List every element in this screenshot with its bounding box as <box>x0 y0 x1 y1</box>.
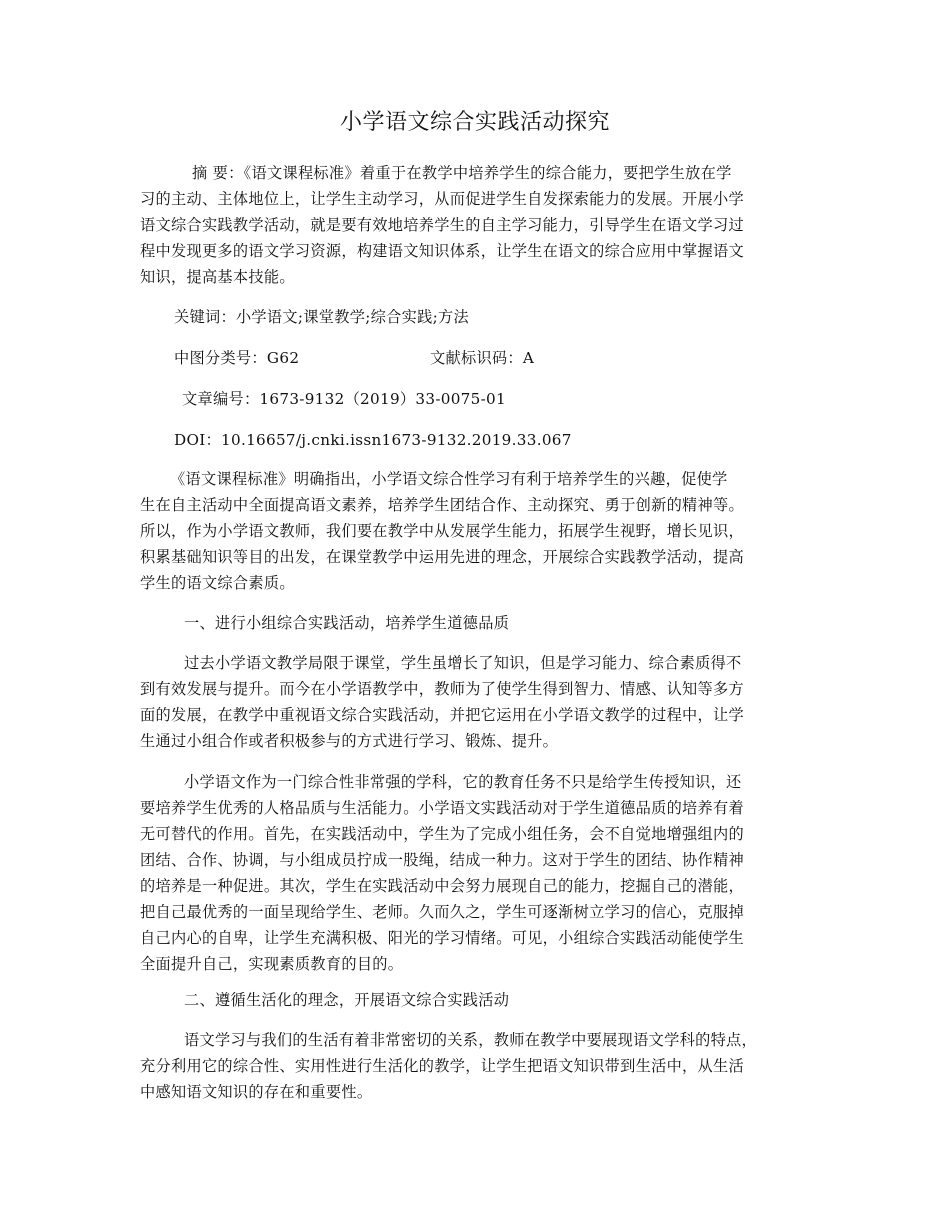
abstract-line: 知识，提高基本技能。 <box>140 268 295 286</box>
paragraph-line: 团结、合作、协调，与小组成员拧成一股绳，结成一种力。这对于学生的团结、协作精神 <box>140 851 745 869</box>
paragraph-line: 生在自主活动中全面提高语文素养，培养学生团结合作、主动探究、勇于创新的精神等。 <box>140 496 745 514</box>
paragraph-line: 学生的语文综合素质。 <box>140 574 295 592</box>
section-heading-2: 二、遵循生活化的理念，开展语文综合实践活动 <box>184 991 510 1009</box>
keywords-line: 关键词：小学语文;课堂教学;综合实践;方法 <box>174 308 470 326</box>
paragraph-line: 生通过小组合作或者积极参与的方式进行学习、锻炼、提升。 <box>140 732 559 750</box>
document-code: 文献标识码：A <box>430 349 535 367</box>
paragraph-line: 到有效发展与提升。而今在小学语教学中，教师为了使学生得到智力、情感、认知等多方 <box>140 680 745 698</box>
paragraph-line: 把自己最优秀的一面呈现给学生、老师。久而久之，学生可逐渐树立学习的信心，克服掉 <box>140 903 745 921</box>
paragraph-line: 小学语文作为一门综合性非常强的学科，它的教育任务不只是给学生传授知识，还 <box>184 773 742 791</box>
paragraph-line: 面的发展，在教学中重视语文综合实践活动，并把它运用在小学语文教学的过程中，让学 <box>140 706 745 724</box>
paragraph-line: 要培养学生优秀的人格品质与生活能力。小学语文实践活动对于学生道德品质的培养有着 <box>140 799 745 817</box>
section1-paragraph-1 <box>140 650 810 754</box>
paragraph-line: 充分利用它的综合性、实用性进行生活化的教学，让学生把语文知识带到生活中，从生活 <box>140 1057 745 1075</box>
paragraph-line: 无可替代的作用。首先，在实践活动中，学生为了完成小组任务，会不自觉地增强组内的 <box>140 825 745 843</box>
abstract-line: 程中发现更多的语文学习资源，构建语文知识体系，让学生在语文的综合应用中掌握语文 <box>140 242 745 260</box>
paragraph-line: 语文学习与我们的生活有着非常密切的关系，教师在教学中要展现语文学科的特点， <box>184 1031 758 1049</box>
paragraph-line: 《语文课程标准》明确指出，小学语文综合性学习有利于培养学生的兴趣，促使学 <box>170 470 728 488</box>
article-number: 文章编号：1673-9132（2019）33-0075-01 <box>182 390 506 408</box>
abstract-paragraph <box>140 160 810 290</box>
section1-paragraph-2 <box>140 769 810 977</box>
paragraph-line: 全面提升自己，实现素质教育的目的。 <box>140 955 404 973</box>
paragraph-line: 过去小学语文教学局限于课堂，学生虽增长了知识，但是学习能力、综合素质得不 <box>184 654 742 672</box>
paragraph-line: 积累基础知识等目的出发，在课堂教学中运用先进的理念，开展综合实践教学活动，提高 <box>140 548 745 566</box>
abstract-line: 语文综合实践教学活动，就是要有效地培养学生的自主学习能力，引导学生在语文学习过 <box>140 216 745 234</box>
abstract-line: 习的主动、主体地位上，让学生主动学习，从而促进学生自发探索能力的发展。开展小学 <box>140 190 745 208</box>
paragraph-line: 所以，作为小学语文教师，我们要在教学中从发展学生能力，拓展学生视野，增长见识， <box>140 522 745 540</box>
section2-paragraph-1 <box>140 1027 810 1105</box>
paragraph-line: 自己内心的自卑，让学生充满积极、阳光的学习情绪。可见，小组综合实践活动能使学生 <box>140 929 745 947</box>
page-title: 小学语文综合实践活动探究 <box>339 110 610 135</box>
classification-number: 中图分类号：G62 <box>174 349 300 367</box>
doi-line: DOI：10.16657/j.cnki.issn1673-9132.2019.33.067 <box>174 431 572 449</box>
section-heading-1: 一、进行小组综合实践活动，培养学生道德品质 <box>184 614 510 632</box>
paragraph-line: 的培养是一种促进。其次，学生在实践活动中会努力展现自己的能力，挖掘自己的潜能， <box>140 877 745 895</box>
paragraph-line: 中感知语文知识的存在和重要性。 <box>140 1083 373 1101</box>
intro-paragraph <box>140 466 810 596</box>
abstract-line: 摘 要：《语文课程标准》着重于在教学中培养学生的综合能力，要把学生放在学 <box>192 164 732 182</box>
